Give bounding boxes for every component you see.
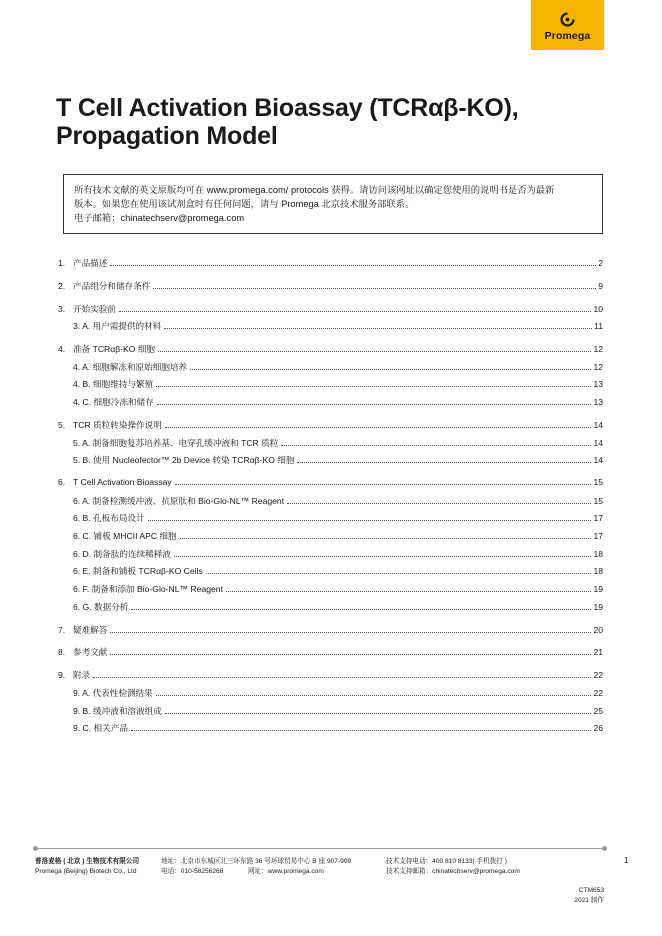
- toc-entry-label: 6. D. 制备肽的连续稀释液: [73, 548, 171, 559]
- toc-entry[interactable]: [58, 646, 603, 664]
- toc-leader-dots: [158, 351, 591, 352]
- notice-box: [63, 174, 603, 234]
- document-code: CTM653: [578, 887, 604, 894]
- toc-entry-label: 9. B. 缓冲液和溶液组成: [73, 705, 162, 716]
- toc-entry-page: 15: [593, 477, 603, 488]
- toc-leader-dots: [226, 591, 591, 592]
- footer-support-phone: 技术支持电话：400 810 8133( 手机拨打 ): [386, 858, 507, 865]
- promega-logo: [531, 0, 604, 50]
- toc-entry[interactable]: [58, 257, 603, 275]
- toc-entry[interactable]: [58, 477, 603, 495]
- footer-address: 地址：北京市东城区北三环东路 36 号环球贸易中心 B 座 907-909: [161, 858, 352, 865]
- toc-entry-label: 疑难解答: [73, 624, 108, 635]
- toc-leader-dots: [156, 386, 591, 387]
- toc-entry-page: 12: [593, 344, 603, 355]
- toc-entry-page: 20: [593, 624, 603, 635]
- toc-entry-label: T Cell Activation Bioassay: [73, 477, 172, 488]
- toc-entry-label: 6. G. 数据分析: [73, 601, 129, 612]
- toc-entry-page: 13: [593, 379, 603, 390]
- toc-leader-dots: [119, 311, 591, 312]
- notice-line-3: 电子邮箱：chinatechserv@promega.com: [74, 212, 245, 223]
- toc-entry-label: 4. B. 细胞维持与繁殖: [73, 379, 154, 390]
- toc-entry-number: 3.: [58, 303, 66, 314]
- toc-subentry[interactable]: [58, 454, 603, 472]
- toc-entry-page: 22: [593, 670, 603, 681]
- toc-subentry[interactable]: [58, 361, 603, 379]
- footer-company-en: Promega (Beijing) Biotech Co., Ltd: [35, 868, 137, 875]
- toc-subentry[interactable]: [58, 565, 603, 583]
- toc-entry-number: 2.: [58, 280, 66, 291]
- toc-entry-page: 19: [593, 601, 603, 612]
- footer-website: 网址：www.promega.com: [248, 868, 324, 875]
- toc-entry-label: 产品描述: [73, 258, 108, 268]
- toc-subentry[interactable]: [58, 530, 603, 548]
- toc-subentry[interactable]: [58, 601, 603, 619]
- toc-entry-number: 9.: [58, 670, 66, 681]
- toc-subentry[interactable]: [58, 705, 603, 723]
- toc-entry-page: 9: [598, 280, 603, 291]
- toc-entry-label: 开始实验前: [73, 303, 116, 314]
- toc-leader-dots: [131, 609, 591, 610]
- toc-leader-dots: [180, 538, 592, 539]
- footer-support-email: 技术支持邮箱：chinatechserv@promega.com: [386, 868, 520, 875]
- toc-leader-dots: [153, 288, 596, 289]
- document-title-line-2: Propagation Model: [56, 122, 278, 150]
- toc-entry[interactable]: [58, 419, 603, 437]
- toc-entry-page: 18: [593, 566, 603, 577]
- toc-leader-dots: [164, 328, 592, 329]
- page-number: 1: [624, 856, 629, 865]
- toc-entry-number: 1.: [58, 258, 66, 268]
- toc-entry-page: 21: [593, 647, 603, 658]
- toc-leader-dots: [206, 573, 592, 574]
- footer-rule: [35, 848, 604, 849]
- promega-logo-text: Promega: [544, 30, 591, 42]
- toc-entry-number: 6.: [58, 477, 66, 488]
- toc-leader-dots: [174, 556, 592, 557]
- toc-subentry[interactable]: [58, 437, 603, 455]
- toc-entry-number: 4.: [58, 344, 66, 355]
- toc-entry[interactable]: [58, 624, 603, 642]
- toc-leader-dots: [190, 369, 591, 370]
- toc-entry-page: 11: [594, 321, 603, 332]
- toc-entry-label: 5. B. 使用 Nucleofector™ 2b Device 转染 TCRαβ-KO 细胞: [73, 455, 295, 466]
- toc-entry-label: 3. A. 用户需提供的材料: [73, 321, 162, 332]
- table-of-contents: [58, 257, 603, 740]
- toc-entry-page: 12: [593, 361, 603, 372]
- toc-entry[interactable]: [58, 280, 603, 298]
- toc-entry-number: 5.: [58, 419, 66, 430]
- document-date: 2021 制作: [574, 897, 604, 904]
- toc-entry[interactable]: [58, 343, 603, 361]
- notice-line-2: 版本。如果您在使用该试剂盒时有任何问题，请与 Promega 北京技术服务部联系。: [74, 198, 415, 209]
- toc-entry-page: 17: [593, 513, 603, 524]
- toc-entry[interactable]: [58, 669, 603, 687]
- document-title: [56, 94, 616, 150]
- toc-entry-page: 2: [598, 258, 603, 268]
- footer-company-cn: 普洛麦格 ( 北京 ) 生物技术有限公司: [35, 858, 140, 865]
- toc-entry-page: 19: [593, 584, 603, 595]
- toc-leader-dots: [110, 654, 591, 655]
- toc-subentry[interactable]: [58, 396, 603, 414]
- toc-entry-label: 9. C. 相关产品: [73, 723, 128, 734]
- toc-entry-page: 14: [593, 437, 603, 448]
- document-code-block: [574, 886, 604, 906]
- toc-leader-dots: [157, 404, 592, 405]
- toc-entry-label: 6. F. 制备和添加 Bio-Glo-NL™ Reagent: [73, 584, 223, 595]
- toc-entry-page: 26: [593, 723, 603, 734]
- toc-subentry[interactable]: [58, 495, 603, 513]
- notice-line-1: 所有技术文献的英文原版均可在 www.promega.com/ protocols 获得。请访问该网址以确定您使用的说明书是否为最新: [74, 185, 555, 195]
- toc-subentry[interactable]: [58, 583, 603, 601]
- toc-entry-page: 25: [593, 705, 603, 716]
- promega-swirl-icon: [559, 11, 576, 28]
- toc-leader-dots: [110, 632, 591, 633]
- toc-leader-dots: [287, 503, 591, 504]
- toc-subentry[interactable]: [58, 378, 603, 396]
- toc-leader-dots: [148, 520, 592, 521]
- toc-entry-page: 10: [593, 303, 603, 314]
- toc-entry-number: 7.: [58, 624, 66, 635]
- document-title-line-1: T Cell Activation Bioassay (TCRαβ-KO),: [56, 94, 519, 122]
- toc-entry-label: 9. A. 代表性检测结果: [73, 687, 153, 698]
- toc-entry-label: 6. C. 铺板 MHCII APC 细胞: [73, 531, 177, 542]
- toc-entry-page: 22: [593, 687, 603, 698]
- toc-entry-page: 14: [593, 455, 603, 466]
- toc-entry-page: 14: [593, 419, 603, 430]
- toc-entry-page: 13: [593, 397, 603, 408]
- toc-leader-dots: [165, 427, 592, 428]
- footer-rule-dot-right: [602, 846, 607, 851]
- toc-leader-dots: [281, 445, 591, 446]
- toc-entry[interactable]: [58, 303, 603, 321]
- toc-entry-page: 17: [593, 531, 603, 542]
- toc-entry-label: TCR 质粒转染操作说明: [73, 419, 162, 430]
- toc-entry-label: 准备 TCRαβ-KO 细胞: [73, 344, 156, 355]
- toc-entry-label: 产品组分和储存条件: [73, 280, 151, 291]
- toc-entry-label: 4. C. 细胞冷冻和储存: [73, 397, 154, 408]
- toc-subentry[interactable]: [58, 320, 603, 338]
- toc-entry-label: 6. A. 制备检测缓冲液、抗原肽和 Bio-Glo-NL™ Reagent: [73, 495, 285, 506]
- toc-entry-label: 4. A. 细胞解冻和原始细胞培养: [73, 361, 188, 372]
- toc-leader-dots: [93, 677, 591, 678]
- toc-leader-dots: [175, 484, 592, 485]
- toc-subentry[interactable]: [58, 548, 603, 566]
- toc-entry-label: 附录: [73, 670, 91, 681]
- toc-entry-label: 5. A. 制备细胞复苏培养基、电穿孔缓冲液和 TCR 质粒: [73, 437, 279, 448]
- toc-subentry[interactable]: [58, 512, 603, 530]
- toc-entry-label: 6. E. 制备和铺板 TCRαβ-KO Cells: [73, 566, 203, 577]
- toc-entry-number: 8.: [58, 647, 66, 658]
- toc-entry-label: 6. B. 孔板布局设计: [73, 513, 145, 524]
- toc-entry-label: 参考文献: [73, 647, 108, 658]
- toc-entry-page: 15: [593, 495, 603, 506]
- footer-phone: 电话：010-58256268: [161, 868, 224, 875]
- toc-leader-dots: [156, 695, 592, 696]
- toc-entry-page: 18: [593, 548, 603, 559]
- toc-subentry[interactable]: [58, 687, 603, 705]
- toc-leader-dots: [165, 713, 592, 714]
- toc-subentry[interactable]: [58, 722, 603, 740]
- toc-leader-dots: [110, 265, 596, 266]
- toc-leader-dots: [297, 462, 591, 463]
- toc-leader-dots: [131, 730, 592, 731]
